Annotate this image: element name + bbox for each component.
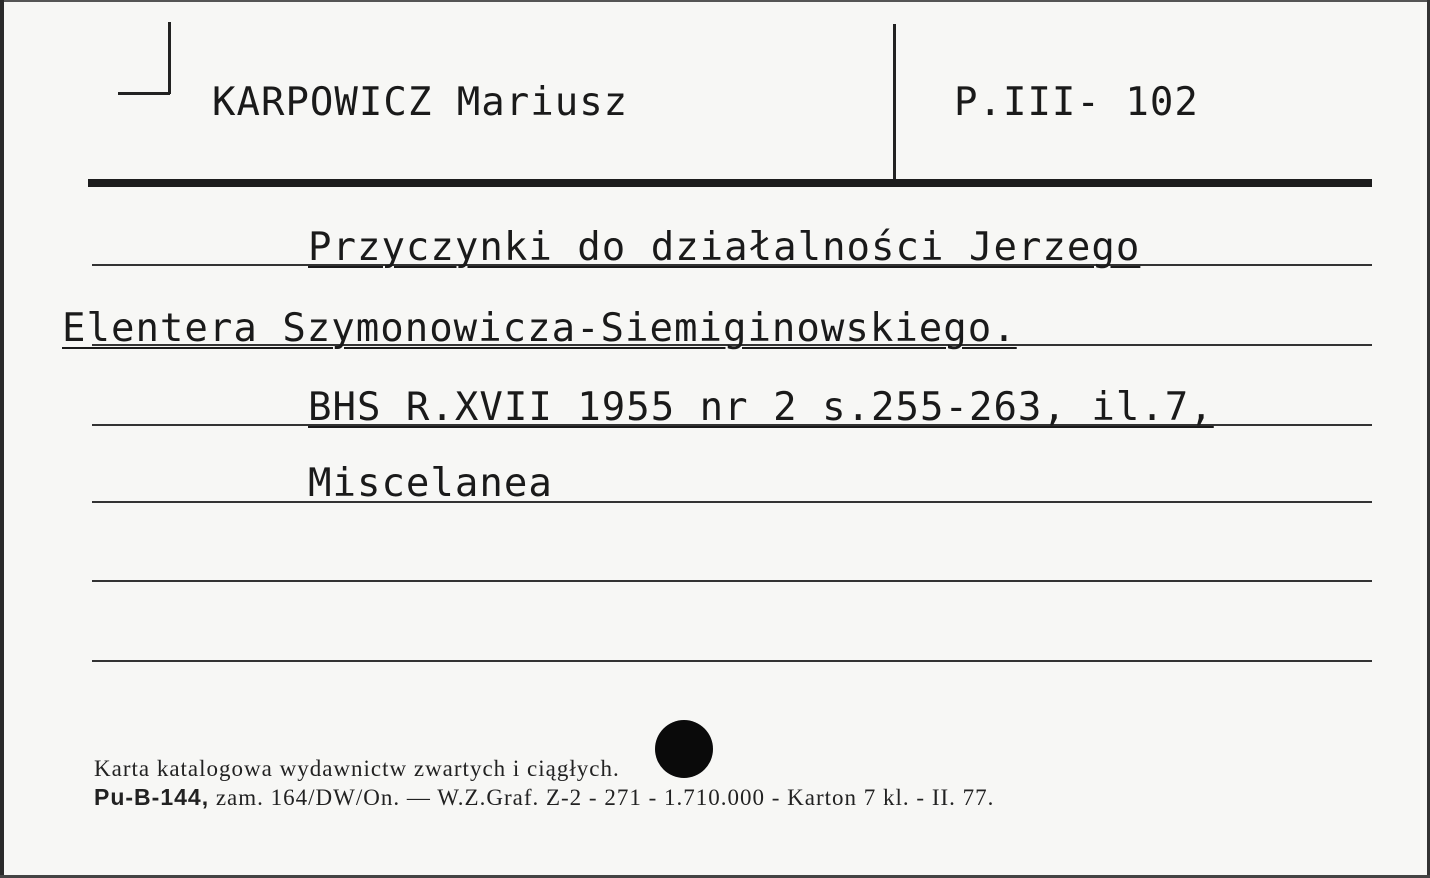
footer-form-code: Pu-B-144, <box>94 784 210 810</box>
header-rule <box>88 179 1372 187</box>
ruled-line <box>92 660 1372 662</box>
ruled-line <box>92 501 1372 503</box>
corner-mark-vertical <box>168 22 171 94</box>
footer-print-info <box>94 784 994 811</box>
title-line-2: Elentera Szymonowicza-Siemiginowskiego. <box>62 306 1017 351</box>
ruled-line <box>92 580 1372 582</box>
author-name: KARPOWICZ Mariusz <box>212 80 629 125</box>
punch-hole <box>655 720 713 778</box>
title-line-1: Przyczynki do działalności Jerzego <box>308 225 1141 270</box>
citation-line: BHS R.XVII 1955 nr 2 s.255-263, il.7, <box>308 385 1214 430</box>
section-line: Miscelanea <box>308 461 553 506</box>
footer-form-title: Karta katalogowa wydawnictw zwartych i ciągłych. <box>94 756 620 781</box>
footer-print-details: zam. 164/DW/On. — W.Z.Graf. Z-2 - 271 - 1.710.000 - Karton 7 kl. - II. 77. <box>209 785 995 810</box>
corner-mark-horizontal <box>118 92 170 95</box>
header-divider <box>893 24 896 182</box>
shelf-signature: P.III- 102 <box>954 80 1199 125</box>
card-edge-left <box>0 0 4 878</box>
card-edge-top <box>0 0 1430 2</box>
